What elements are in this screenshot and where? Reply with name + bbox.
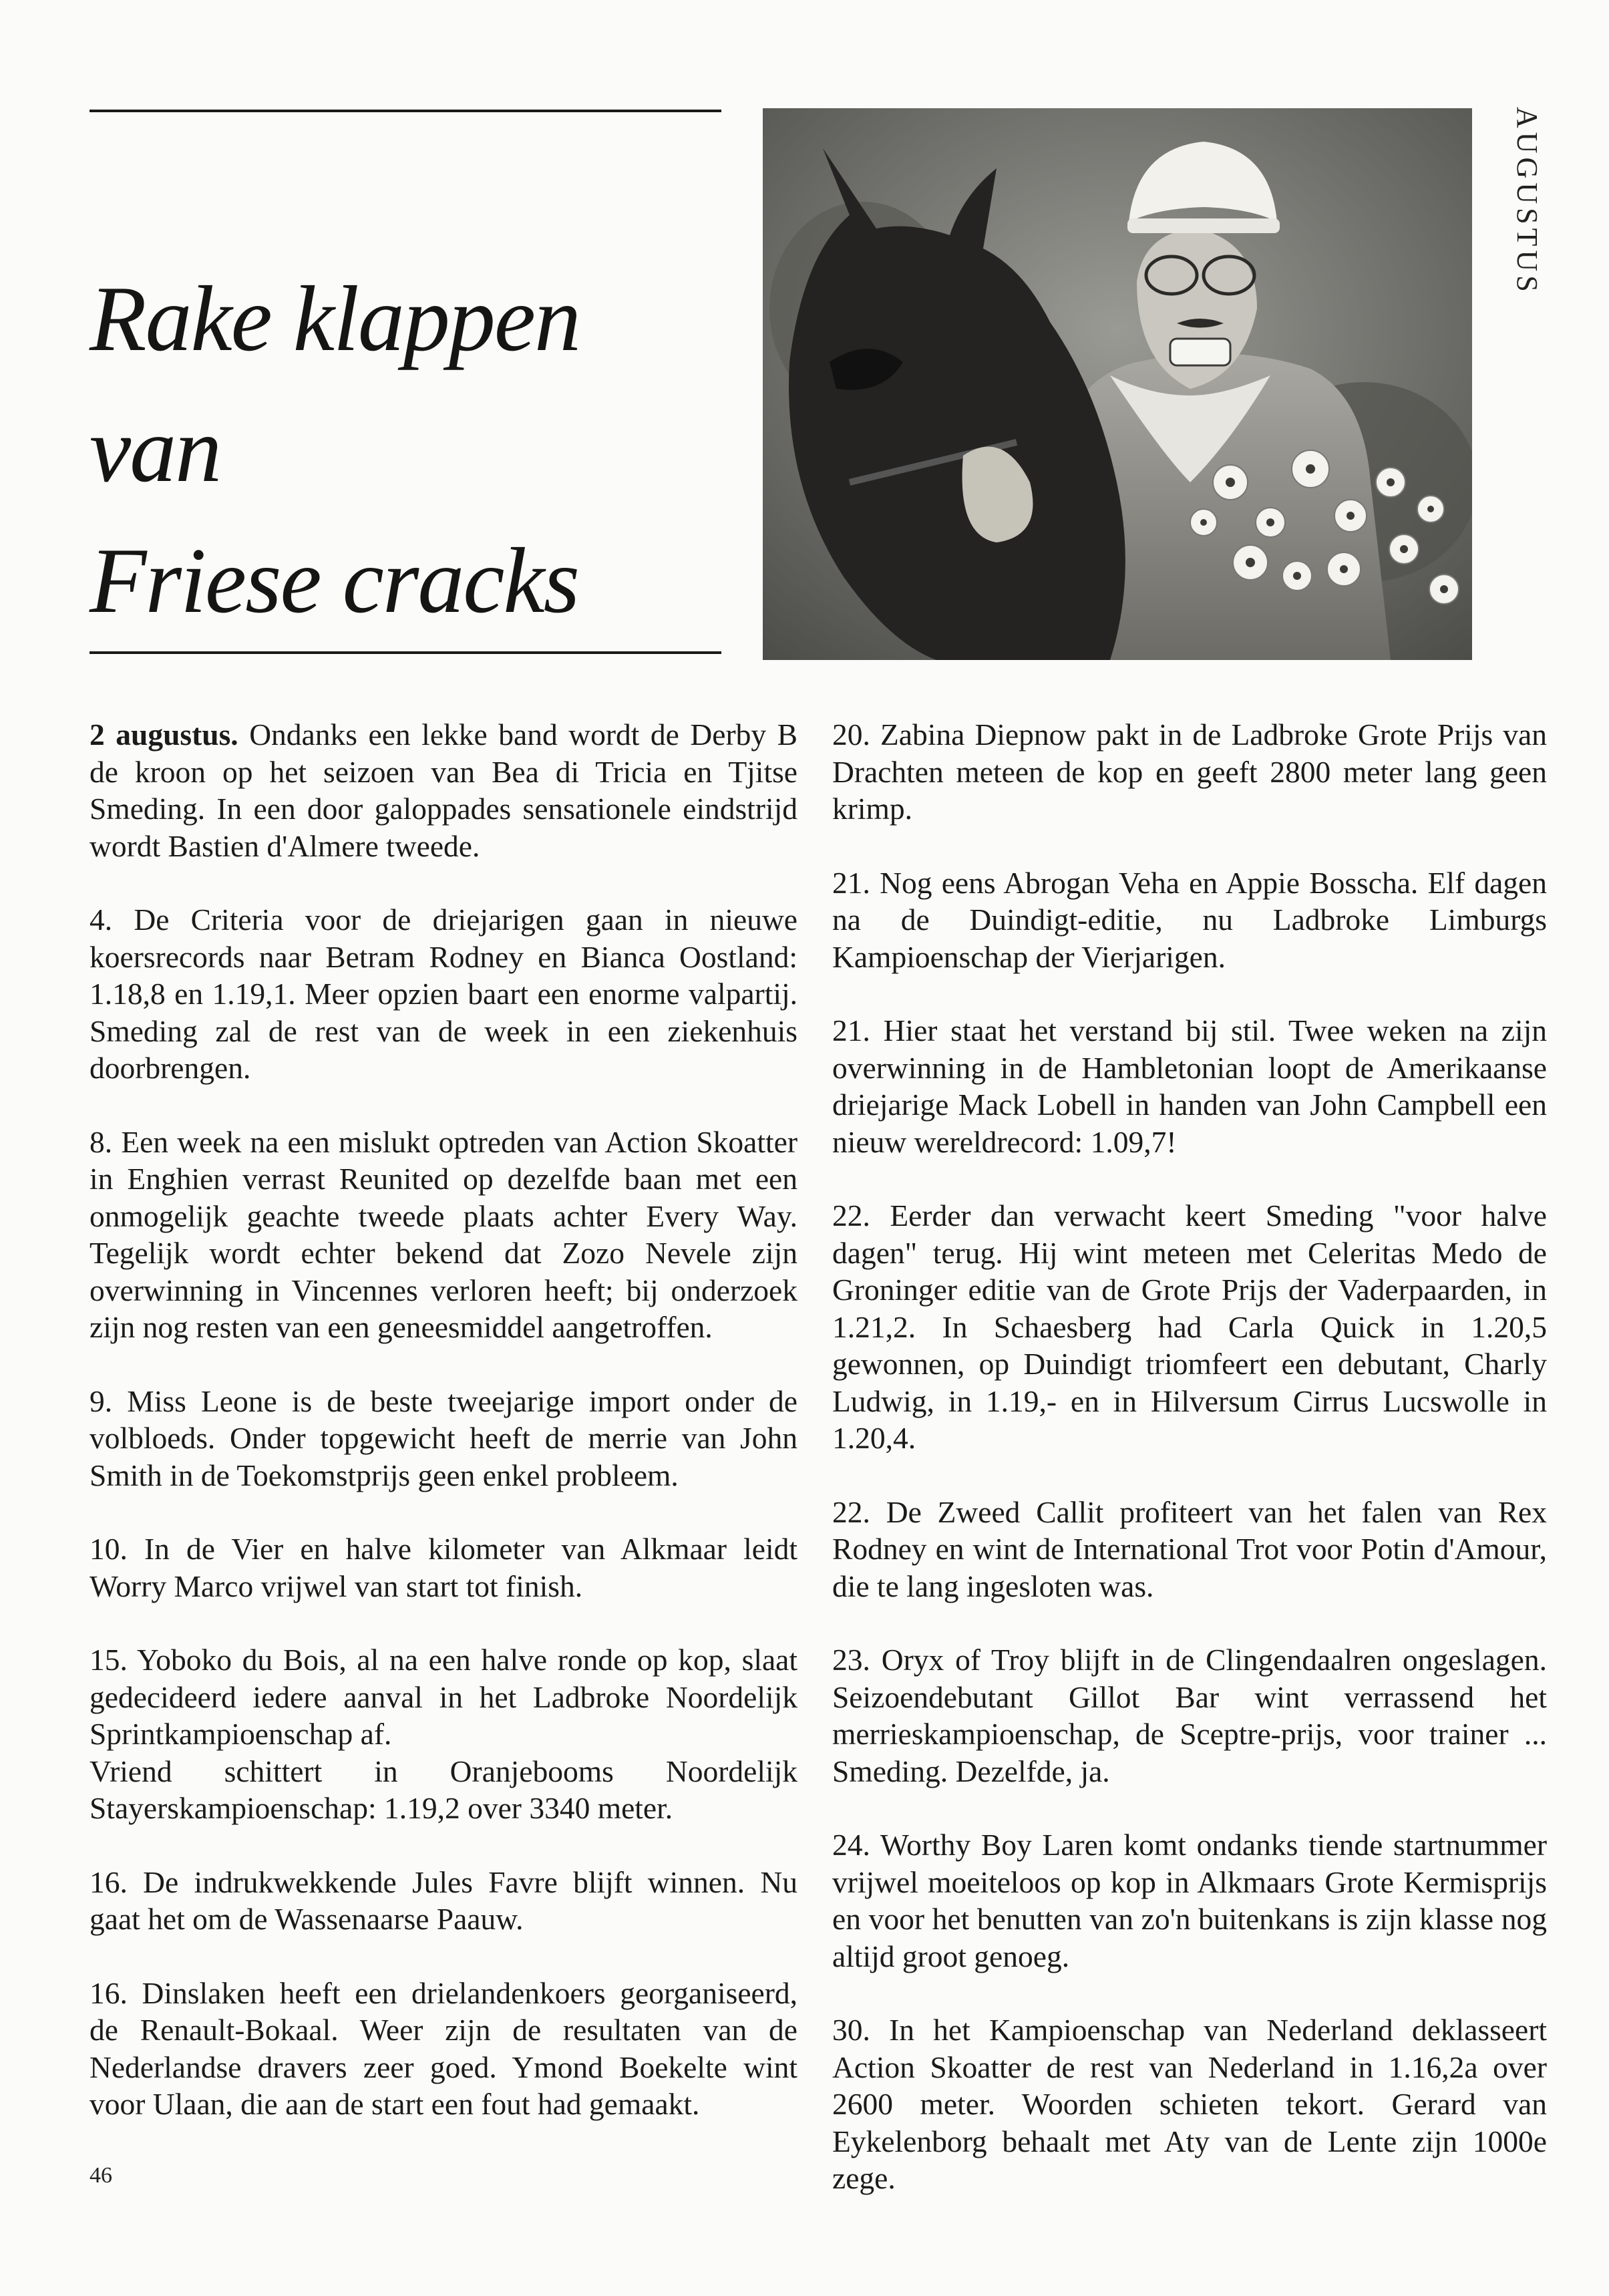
entry-date: 30. bbox=[832, 2013, 870, 2047]
top-rule bbox=[90, 110, 721, 112]
entry-aug-10 bbox=[90, 1530, 797, 1605]
entry-aug-9 bbox=[90, 1383, 797, 1494]
entry-text: Dinslaken heeft een drielandenkoers georganiseerd, de Renault-Bokaal. Weer zijn de resultaten van de Nederlandse dravers zeer goed. Ymond Boekelte wint voor Ulaan, die aan de start een fout had gemaakt. bbox=[90, 1975, 797, 2121]
entry-text: De indrukwekkende Jules Favre blijft winnen. Nu gaat het om de Wassenaarse Paauw. bbox=[90, 1864, 797, 1936]
entry-aug-4 bbox=[90, 901, 797, 1087]
entry-aug-21b bbox=[832, 1012, 1547, 1160]
entry-aug-16a bbox=[90, 1864, 797, 1938]
title-line-2: van bbox=[90, 398, 221, 502]
page-number: 46 bbox=[90, 2163, 112, 2188]
entry-text: In de Vier en halve kilometer van Alkmaar leidt Worry Marco vrijwel van start tot finish. bbox=[90, 1532, 797, 1603]
entry-date: 15. bbox=[90, 1643, 128, 1677]
entry-aug-20 bbox=[832, 716, 1547, 828]
entry-aug-2 bbox=[90, 716, 797, 864]
photo-jockey-with-horse-and-flowers bbox=[763, 108, 1472, 660]
title-line-1: Rake klappen bbox=[90, 267, 580, 371]
bottom-rule bbox=[90, 651, 721, 654]
entry-text: Oryx of Troy blijft in de Clingendaalren ongeslagen. Seizoendebutant Gillot Bar wint verrassend het merrieskampioenschap, de Sceptre-prijs, voor trainer ... Smeding. Dezelfde, ja. bbox=[832, 1643, 1547, 1788]
entry-date: 16. bbox=[90, 1864, 128, 1899]
month-side-label: AUGUSTUS bbox=[1511, 107, 1544, 296]
entry-text: De Criteria voor de driejarigen gaan in nieuwe koersrecords naar Betram Rodney en Bianca Oostland: 1.18,8 en 1.19,1. Meer opzien baart een enorme valpartij. Smeding zal de rest van de week in een ziekenhuis doorbrengen. bbox=[90, 903, 797, 1085]
entry-text: Eerder dan verwacht keert Smeding "voor halve dagen" terug. Hij wint meteen met Celeritas Medo de Groninger editie van de Grote Prijs der Vaderpaarden, in 1.21,2. In Schaesberg had Carla Quick in 1.20,5 gewonnen, op Duindigt triomfeert een debutant, Charly Ludwig, in 1.19,- en in Hilversum Cirrus Lucswolle in 1.20,4. bbox=[832, 1198, 1547, 1455]
entry-date: 22. bbox=[832, 1198, 870, 1233]
entry-date: 2 augustus. bbox=[90, 717, 238, 752]
entry-text: Worthy Boy Laren komt ondanks tiende startnummer vrijwel moeiteloos op kop in Alkmaars Grote Kermisprijs en voor het benutten van zo'n buitenkans is zijn klasse nog altijd groot genoeg. bbox=[832, 1828, 1547, 1973]
entry-date: 16. bbox=[90, 1975, 128, 2010]
entry-aug-15 bbox=[90, 1641, 797, 1827]
entry-date: 24. bbox=[832, 1828, 870, 1862]
entry-date: 4. bbox=[90, 903, 113, 937]
entry-text: Miss Leone is de beste tweejarige import onder de volbloeds. Onder topgewicht heeft de merrie van John Smith in de Toekomstprijs geen enkel probleem. bbox=[90, 1383, 797, 1492]
entry-text: Ondanks een lekke band wordt de Derby B de kroon op het seizoen van Bea di Tricia en Tjitse Smeding. In een door galoppades sensationele eindstrijd wordt Bastien d'Almere tweede. bbox=[90, 717, 798, 863]
right-column bbox=[832, 716, 1547, 2234]
entry-text: Hier staat het verstand bij stil. Twee weken na zijn overwinning in de Hambletonian loopt de Amerikaanse driejarige Mack Lobell in handen van John Campbell een nieuw wereldrecord: 1.09,7! bbox=[832, 1013, 1547, 1159]
entry-aug-8 bbox=[90, 1124, 797, 1346]
entry-text: Zabina Diepnow pakt in de Ladbroke Grote Prijs van Drachten meteen de kop en geeft 2800 meter lang geen krimp. bbox=[832, 717, 1547, 826]
article-title bbox=[90, 254, 731, 647]
entry-date: 10. bbox=[90, 1532, 128, 1566]
entry-text: Een week na een mislukt optreden van Action Skoatter in Enghien verrast Reunited op dezelfde baan met een onmogelijk geachte tweede plaats achter Every Way. Tegelijk wordt echter bekend dat Zozo Nevele zijn overwinning in Vincennes verloren heeft; bij onderzoek zijn nog resten van een geneesmiddel aangetroffen. bbox=[90, 1124, 797, 1344]
entry-subtext: Vriend schittert in Oranjebooms Noordelijk Stayerskampioenschap: 1.19,2 over 3340 meter. bbox=[90, 1754, 797, 1825]
entry-date: 23. bbox=[832, 1643, 870, 1677]
left-column bbox=[90, 716, 797, 2160]
entry-aug-22a bbox=[832, 1197, 1547, 1457]
entry-aug-23 bbox=[832, 1641, 1547, 1790]
entry-text: Nog eens Abrogan Veha en Appie Bosscha. Elf dagen na de Duindigt-editie, nu Ladbroke Limburgs Kampioenschap der Vierjarigen. bbox=[832, 865, 1547, 974]
entry-text: De Zweed Callit profiteert van het falen van Rex Rodney en wint de International Trot voor Potin d'Amour, die te lang ingesloten was. bbox=[832, 1494, 1547, 1603]
entry-aug-16b bbox=[90, 1975, 797, 2123]
entry-date: 8. bbox=[90, 1124, 113, 1159]
entry-aug-30 bbox=[832, 2011, 1547, 2197]
entry-date: 21. bbox=[832, 1013, 870, 1047]
entry-text: In het Kampioenschap van Nederland deklasseert Action Skoatter de rest van Nederland in 1.16,2a over 2600 meter. Woorden schieten tekort. Gerard van Eykelenborg behaalt met Aty van de Lente zijn 1000e zege. bbox=[832, 2013, 1547, 2195]
entry-text: Yoboko du Bois, al na een halve ronde op kop, slaat gedecideerd iedere aanval in het Ladbroke Noordelijk Sprintkampioenschap af. bbox=[90, 1643, 797, 1751]
entry-date: 20. bbox=[832, 717, 870, 752]
entry-date: 22. bbox=[832, 1494, 870, 1529]
entry-aug-21a bbox=[832, 864, 1547, 976]
entry-date: 9. bbox=[90, 1383, 113, 1418]
title-line-3: Friese cracks bbox=[90, 529, 579, 633]
entry-date: 21. bbox=[832, 865, 870, 900]
entry-aug-24 bbox=[832, 1826, 1547, 1975]
entry-aug-22b bbox=[832, 1494, 1547, 1605]
